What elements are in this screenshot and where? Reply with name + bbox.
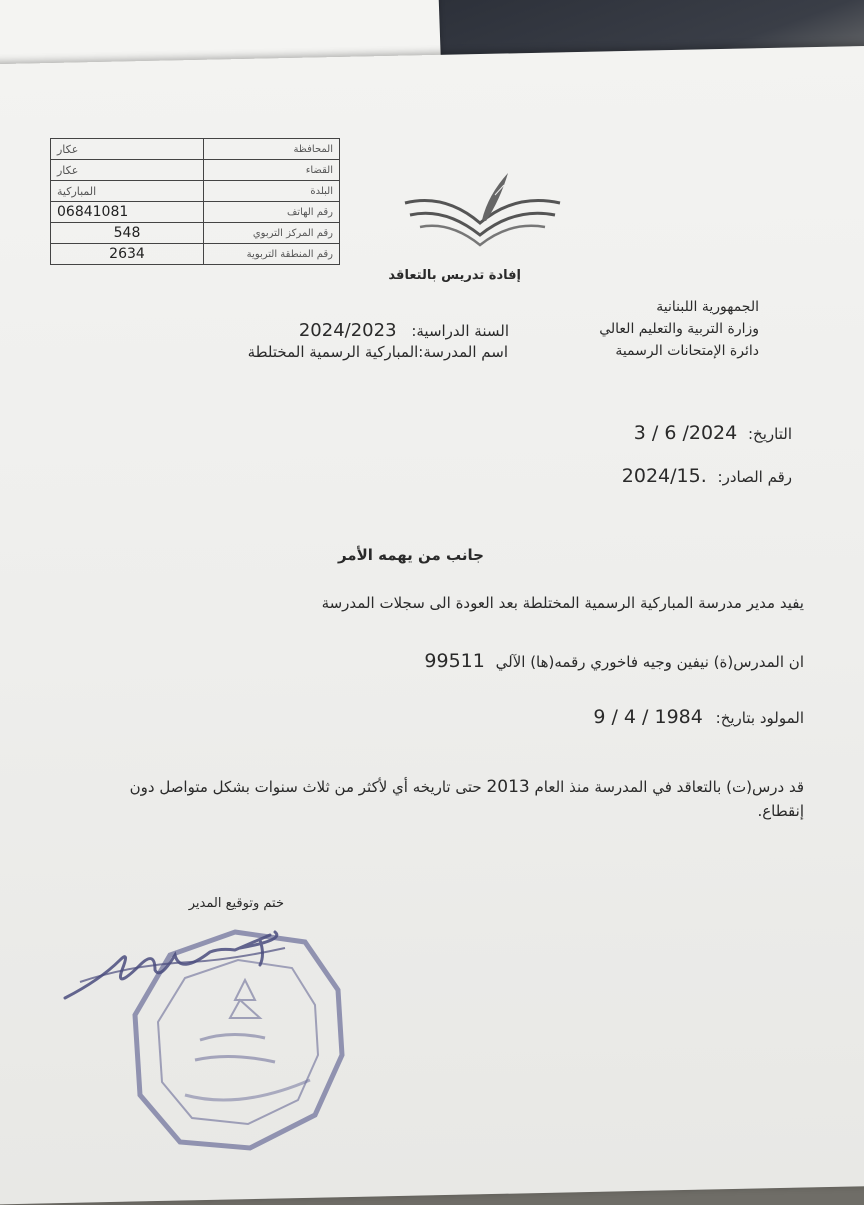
info-value: المباركية xyxy=(51,181,204,202)
school-year-value: 2024/2023 xyxy=(298,320,397,341)
info-label: رقم المنطقة التربوية xyxy=(204,244,340,265)
date-row xyxy=(634,422,792,444)
table-row xyxy=(51,139,340,160)
birth-label: المولود بتاريخ: xyxy=(715,709,804,727)
reference-row xyxy=(622,465,792,487)
ministry-header xyxy=(599,296,759,362)
salutation: جانب من يهمه الأمر xyxy=(337,546,484,564)
info-value: عكار xyxy=(51,139,204,160)
school-year xyxy=(299,320,509,341)
info-label: رقم المركز التربوي xyxy=(204,223,340,244)
service-text-end: حتى تاريخه أي لأكثر من ثلاث سنوات بشكل متواصل دون إنقطاع. xyxy=(129,778,804,820)
table-row xyxy=(51,181,340,202)
info-label: رقم الهاتف xyxy=(204,202,340,223)
department-line: دائرة الإمتحانات الرسمية xyxy=(615,343,759,359)
info-label: القضاء xyxy=(204,160,340,181)
teacher-text: ان المدرس(ة) نيفين وجيه فاخوري رقمه(ها) الآلي xyxy=(495,653,804,671)
reference-label: رقم الصادر: xyxy=(717,468,792,486)
paragraph-intro: يفيد مدير مدرسة المباركية الرسمية المختلطة بعد العودة الى سجلات المدرسة xyxy=(321,594,804,612)
ministry-book-logo-icon xyxy=(400,165,565,255)
school-info-table xyxy=(50,138,340,265)
paragraph-service xyxy=(104,775,804,823)
signature-label: ختم وتوقيع المدير xyxy=(188,896,284,911)
info-value: 548 xyxy=(51,223,204,244)
service-start-year: 2013 xyxy=(486,777,530,797)
table-row xyxy=(51,223,340,244)
school-year-label: السنة الدراسية: xyxy=(411,322,509,340)
teacher-number: 99511 xyxy=(424,650,485,672)
info-label: البلدة xyxy=(204,181,340,202)
date-value: 3 / 6 /2024 xyxy=(633,422,738,444)
info-value: عكار xyxy=(51,160,204,181)
service-text-start: قد درس(ت) بالتعاقد في المدرسة منذ العام xyxy=(534,778,804,796)
reference-value: 2024/15. xyxy=(621,465,707,487)
birth-value: 9 / 4 / 1984 xyxy=(593,706,703,728)
teacher-line xyxy=(424,650,804,672)
date-label: التاريخ: xyxy=(748,425,792,443)
republic-line: الجمهورية اللبنانية xyxy=(656,299,759,315)
table-row xyxy=(51,160,340,181)
info-value: 06841081 xyxy=(51,202,204,223)
school-stamp-icon xyxy=(60,920,350,1152)
ministry-line: وزارة التربية والتعليم العالي xyxy=(599,321,759,337)
document-title: إفادة تدريس بالتعاقد xyxy=(388,268,521,283)
birth-date-row xyxy=(593,706,804,728)
table-row xyxy=(51,244,340,265)
info-label: المحافظة xyxy=(204,139,340,160)
school-name: اسم المدرسة:المباركية الرسمية المختلطة xyxy=(247,343,508,361)
table-row xyxy=(51,202,340,223)
info-value: 2634 xyxy=(51,244,204,265)
